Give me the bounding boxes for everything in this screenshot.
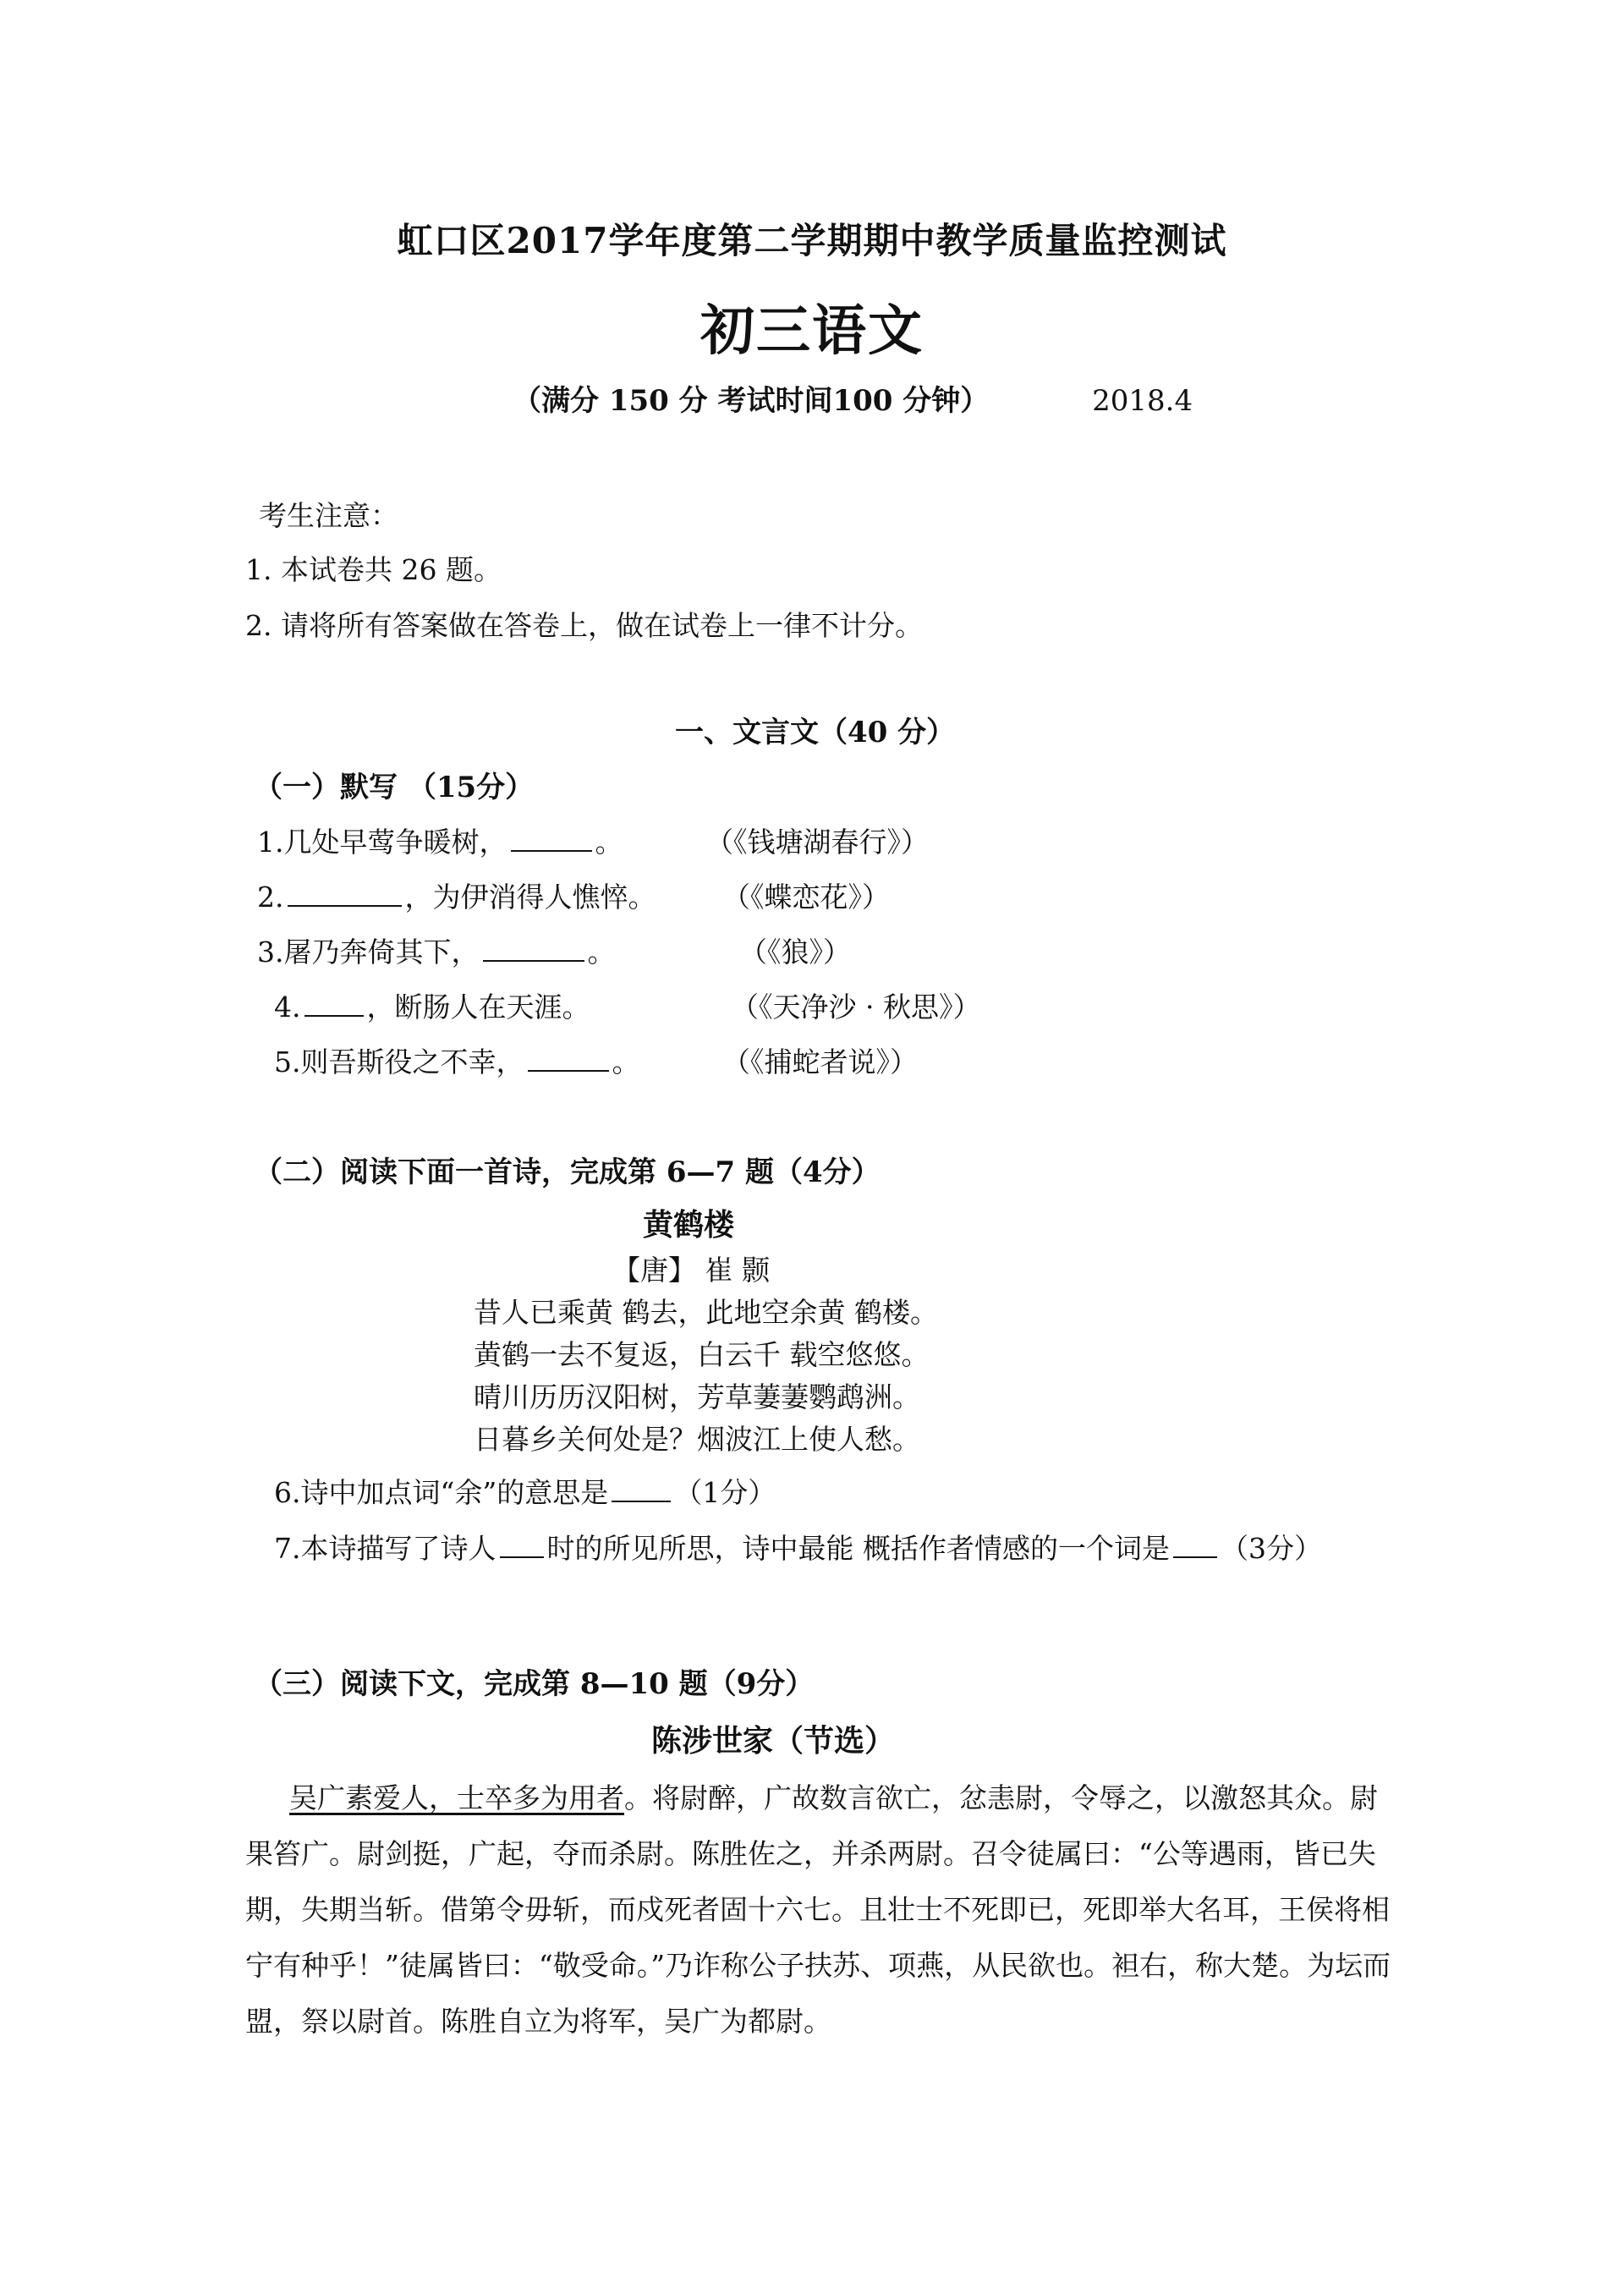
question-6 [274, 1471, 776, 1511]
question-3 [257, 930, 851, 970]
poem-author: 【唐】 崔 颢 [612, 1254, 770, 1287]
question-text: 6.诗中加点词“余”的意思是 [274, 1476, 609, 1509]
question-text: 1.几处早莺争暖树， [257, 826, 508, 859]
answer-blank [304, 991, 364, 1017]
question-7 [274, 1527, 1322, 1567]
answer-blank [288, 881, 402, 907]
question-text: 2. [257, 881, 284, 914]
question-text: 3.屠乃奔倚其下， [257, 936, 480, 969]
exam-subject: 初三语文 [700, 299, 924, 363]
notice-item: 2. 请将所有答案做在答卷上，做在试卷上一律不计分。 [245, 609, 923, 642]
poem-line: 昔人已乘黄 鹤去，此地空余黄 鹤楼。 [474, 1296, 938, 1329]
answer-blank [511, 826, 592, 852]
question-source: （《捕蛇者说》） [722, 1045, 918, 1078]
question-text: ，断肠人在天涯。 [366, 991, 590, 1024]
article-title: 陈涉世家（节选） [651, 1723, 896, 1759]
exam-date: 2018.4 [1092, 384, 1193, 418]
poem-line: 黄鹤一去不复返，白云千 载空悠悠。 [474, 1338, 930, 1371]
part-title: （一）默写 （15分） [254, 771, 535, 804]
answer-blank [483, 936, 584, 962]
question-source: （《钱塘湖春行》） [705, 826, 929, 859]
poem-line: 日暮乡关何处是？烟波江上使人愁。 [474, 1423, 920, 1456]
question-text: 。 [587, 936, 616, 969]
exam-info-line [513, 377, 1193, 419]
answer-blank [500, 1533, 544, 1558]
section-title: 一、文言文（40 分） [675, 716, 956, 749]
part-title: （二）阅读下面一首诗，完成第 6—7 题（4分） [254, 1155, 881, 1189]
question-source: （《蝶恋花》） [722, 881, 890, 914]
article-body: 。将尉醉，广故数言欲亡，忿恚尉，令辱之，以激怒其众。尉果笞广。尉剑挺，广起，夺而杀尉。陈胜佐之，并杀两尉。召令徒属曰：“公等遇雨，皆已失期，失期当斩。借第令毋斩，而戍死者固十六七。且壮士不死即已，死即举大名耳，王侯将相宁有种乎！”徒属皆曰：“敬受命。”乃诈称公子扶苏、项燕，从民欲也。袒右，称大楚。为坛而盟，祭以尉首。陈胜自立为将军，吴广为都尉。 [245, 1781, 1391, 2038]
question-1 [257, 820, 929, 860]
question-4 [274, 985, 981, 1025]
answer-blank [528, 1046, 609, 1072]
question-source: （《狼》） [739, 936, 851, 969]
question-text: （3分） [1221, 1532, 1322, 1565]
notice-item: 1. 本试卷共 26 题。 [245, 553, 502, 586]
question-text: ，为伊消得人憔悴。 [404, 881, 656, 914]
question-text: 5.则吾斯役之不幸， [274, 1045, 524, 1078]
question-text: （1分） [674, 1476, 776, 1509]
article-paragraph [245, 1770, 1396, 2050]
poem-line: 晴川历历汉阳树，芳草萋萋鹦鹉洲。 [474, 1380, 920, 1413]
underlined-sentence: 吴广素爱人，士卒多为用者 [289, 1781, 624, 1814]
answer-blank [612, 1477, 671, 1502]
question-5 [274, 1040, 918, 1080]
part-title: （三）阅读下文，完成第 8—10 题（9分） [254, 1667, 815, 1701]
poem-title: 黄鹤楼 [643, 1207, 735, 1243]
notice-title: 考生注意： [259, 499, 398, 532]
exam-score-time: （满分 150 分 考试时间100 分钟） [513, 384, 990, 418]
question-text: 时的所见所思，诗中最能 概括作者情感的一个词是 [546, 1532, 1170, 1565]
question-text: 。 [612, 1045, 640, 1078]
question-text: 。 [595, 826, 623, 859]
question-text: 7.本诗描写了诗人 [274, 1532, 497, 1565]
question-source: （《天净沙 · 秋思》） [731, 991, 981, 1024]
answer-blank [1173, 1533, 1217, 1558]
question-2 [257, 875, 890, 915]
question-text: 4. [274, 991, 301, 1024]
exam-title: 虹口区2017学年度第二学期期中教学质量监控测试 [397, 220, 1227, 261]
